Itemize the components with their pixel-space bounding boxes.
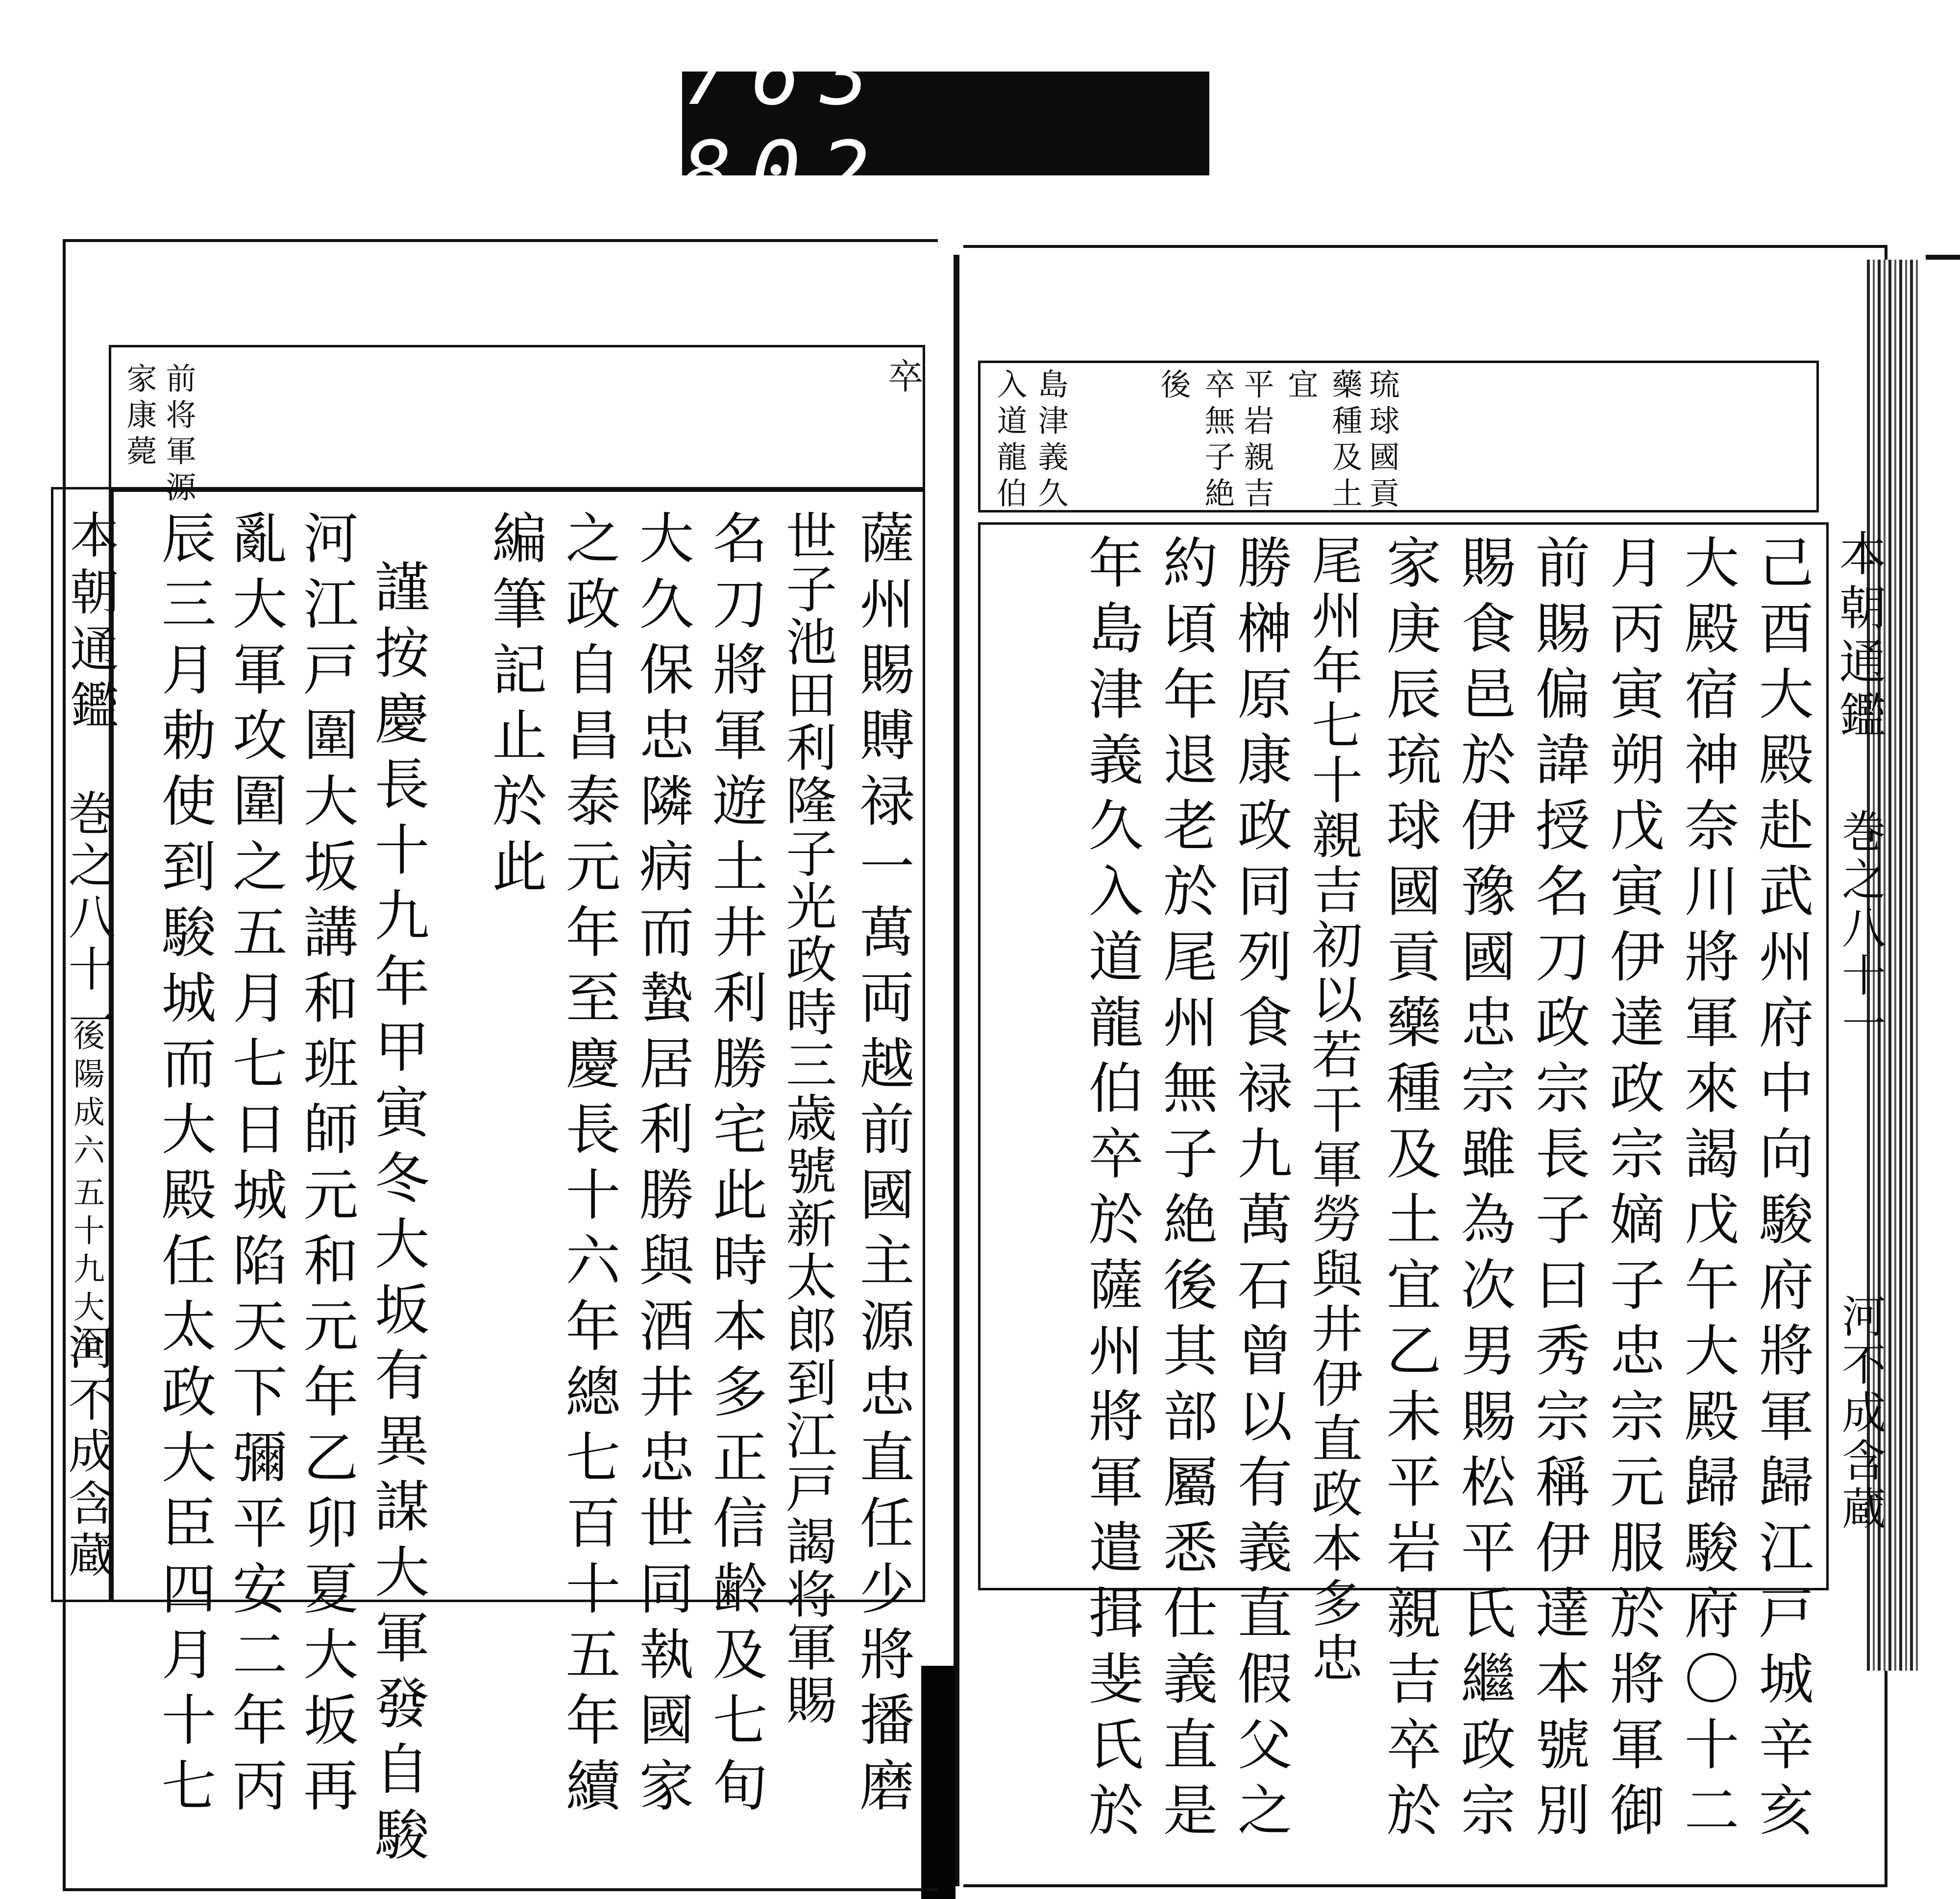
left-text-column-2: 世子池田利隆子光政時三歳號新太郎到江戸謁将軍賜: [777, 510, 837, 1727]
page-edge-line: [1926, 255, 1960, 260]
left-text-column-4: 大久保忠隣病而蟄居利勝與酒井忠世同執國家: [630, 510, 694, 1823]
right-header-note-7: 島津義久: [1033, 368, 1069, 513]
left-header-note-3: 家康薨: [122, 363, 157, 471]
right-text-column-8: 勝榊原康政同列食禄九萬石曾以有義直假父之: [1228, 534, 1292, 1847]
left-margin-reign: 後陽成六: [68, 1019, 104, 1172]
left-text-column-5: 之政自昌泰元年至慶長十六年總七百十五年續: [557, 510, 620, 1823]
right-header-note-3: 宜: [1283, 368, 1319, 405]
left-margin-publisher: 河不成含蔵: [61, 1323, 116, 1582]
right-margin-volume: 巻之八十一: [1834, 808, 1886, 1048]
left-text-column-8: 河江戸圍大坂講和班師元和元年乙卯夏大坂再: [294, 510, 358, 1823]
right-header-note-6: 後: [1155, 368, 1191, 405]
right-text-column-5: 賜食邑於伊豫國忠宗雖為次男賜松平氏繼政宗: [1452, 534, 1516, 1847]
right-margin-title: 本朝通鑑: [1832, 529, 1886, 745]
left-header-box: [109, 345, 925, 492]
catalog-number-label: [682, 27, 1209, 219]
left-margin-volume: 巻之八十一: [61, 789, 116, 1048]
right-header-note-2: 藥種及土: [1327, 368, 1363, 513]
right-header-note-1: 琉球國貢: [1364, 368, 1400, 513]
left-margin-title: 本朝通鑑: [62, 510, 119, 737]
right-text-column-7: 尾州年七十親吉初以若干軍勞與井伊直政本多忠: [1303, 534, 1363, 1686]
left-text-column-3: 名刀將軍遊土井利勝宅此時本多正信齢及七旬: [704, 510, 767, 1823]
right-text-column-1: 己酉大殿赴武州府中向駿府將軍歸江戸城辛亥: [1750, 534, 1813, 1847]
right-text-column-6: 家庚辰琉球國貢藥種及土宜乙未平岩親吉卒於: [1377, 534, 1441, 1847]
left-text-column-7: 謹按慶長十九年甲寅冬大坂有異謀大軍發自駿: [366, 559, 429, 1872]
left-header-note-2: 前将軍源: [161, 363, 196, 508]
right-text-column-2: 大殿宿神奈川將軍來謁戊午大殿歸駿府〇十二: [1675, 534, 1739, 1847]
book-spine: [954, 255, 959, 1886]
right-text-column-3: 月丙寅朔戊寅伊達政宗嫡子忠宗元服於將軍御: [1601, 534, 1665, 1847]
left-margin-folio: 五十九大全: [68, 1176, 104, 1367]
right-text-column-10: 年島津義久入道龍伯卒於薩州將軍遣揖斐氏於: [1079, 534, 1143, 1847]
left-text-column-6: 編筆記止於此: [483, 510, 547, 903]
right-margin-publisher: 河不成含蔵: [1834, 1293, 1886, 1534]
right-header-note-5: 卒無子絶: [1200, 368, 1235, 513]
left-header-note-1: 卒: [882, 358, 923, 399]
left-text-column-9: 亂大軍攻圍之五月七日城陷天下彌平安二年丙: [223, 510, 287, 1823]
right-header-note-4: 平岩親吉: [1239, 368, 1274, 513]
right-text-column-9: 約頃年退老於尾州無子絶後其部屬悉仕義直是: [1154, 534, 1218, 1847]
right-text-column-4: 前賜偏諱授名刀政宗長子曰秀宗稱伊達本號別: [1526, 534, 1590, 1847]
right-header-note-8: 入道龍伯: [992, 368, 1028, 513]
left-text-column-1: 薩州賜賻禄一萬両越前國主源忠直任少將播磨: [851, 510, 914, 1823]
catalog-number-text: 763 802.: [682, 27, 959, 219]
left-text-column-10: 辰三月勅使到駿城而大殿任太政大臣四月十七: [152, 510, 216, 1823]
